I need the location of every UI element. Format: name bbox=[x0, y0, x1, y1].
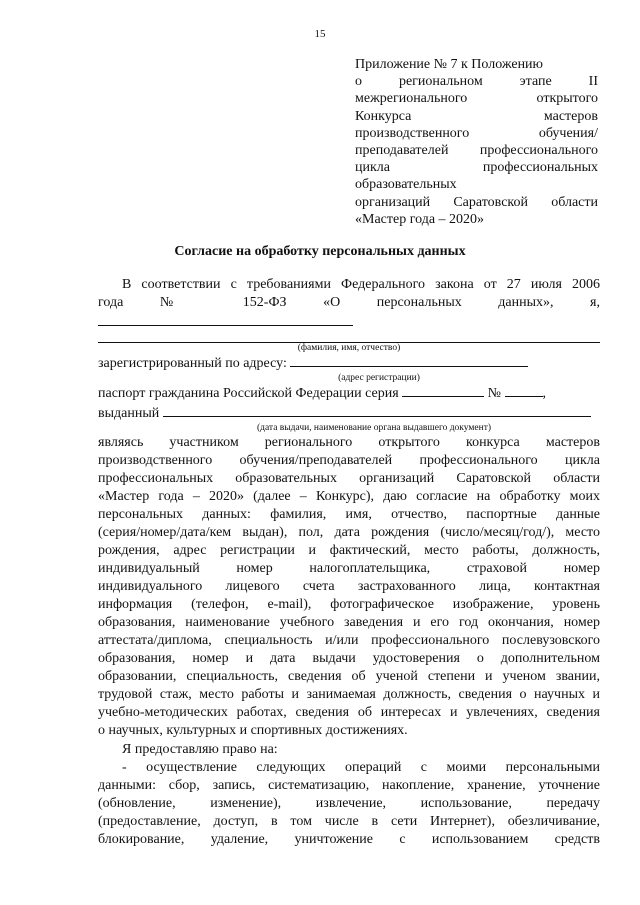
operations-paragraph bbox=[98, 759, 600, 849]
registered-label: зарегистрированный по адресу: bbox=[98, 356, 287, 371]
passport-row: паспорт гражданина Российской Федерации серия № , bbox=[98, 383, 600, 403]
consent-line: индивидуальный номер налогоплательщика, страховой номер bbox=[98, 561, 600, 576]
consent-line: образовании, специальность, сведения об ученой степени и ученом звании, bbox=[98, 669, 600, 684]
consent-line: (серия/номер/дата/кем выдан), пол, дата рождения (число/месяц/год/), место bbox=[98, 525, 600, 540]
appendix-line: организаций Саратовской области bbox=[355, 194, 598, 210]
consent-line: аттестата/диплома, специальность и/или профессионального послевузовского bbox=[98, 633, 600, 648]
caption-address: (адрес регистрации) bbox=[338, 373, 420, 383]
consent-line: информация (телефон, e-mail), фотографическое изображение, уровень bbox=[98, 597, 600, 612]
address-row bbox=[98, 353, 600, 373]
issued-row bbox=[98, 403, 600, 423]
fio-input-line[interactable] bbox=[98, 312, 353, 326]
appendix-heading bbox=[355, 56, 598, 228]
issued-label: выданный bbox=[98, 406, 160, 421]
operations-line: данными: сбор, запись, систематизацию, накопление, хранение, уточнение bbox=[98, 778, 600, 793]
consent-line: индивидуального лицевого счета застрахованного лица, контактная bbox=[98, 579, 600, 594]
operations-line: - осуществление следующих операций с моими персональными bbox=[122, 760, 600, 775]
appendix-line: Приложение № 7 к Положению bbox=[355, 57, 544, 72]
consent-line: образования, наименование учебного заведения и его год окончания, номер bbox=[98, 615, 600, 630]
passport-series-input[interactable] bbox=[402, 383, 484, 397]
operations-line: (обновление, изменение), извлечение, использование, передачу bbox=[98, 796, 600, 811]
operations-line: (предоставление, доступ, в том числе в сети Интернет), обезличивание, bbox=[98, 814, 600, 829]
appendix-line: «Мастер года – 2020» bbox=[355, 211, 485, 227]
intro-line-2: года № 152-ФЗ «О персональных данных», я, bbox=[98, 295, 600, 310]
consent-line: учебно-методических работах, сведения об интересах и увлечениях, сведения bbox=[98, 705, 600, 720]
page-number: 15 bbox=[314, 28, 326, 40]
consent-paragraph bbox=[98, 434, 600, 740]
rights-block bbox=[98, 741, 600, 849]
operations-line: блокирование, удаление, уничтожение с использованием средств bbox=[98, 832, 600, 847]
consent-line: являясь участником регионального открытого конкурса мастеров bbox=[98, 435, 600, 450]
intro-line-1: В соответствии с требованиями Федерального закона от 27 июля 2006 bbox=[122, 277, 600, 292]
fio-full-line[interactable] bbox=[98, 328, 600, 343]
caption-fio: (фамилия, имя, отчество) bbox=[297, 343, 401, 353]
appendix-line: цикла профессиональных bbox=[355, 160, 598, 176]
consent-line: о научных, культурных и спортивных достижениях. bbox=[98, 723, 408, 738]
passport-number-label: № bbox=[487, 386, 502, 401]
rights-heading: Я предоставляю право на: bbox=[122, 742, 278, 757]
consent-line: «Мастер года – 2020» (далее – Конкурс), даю согласие на обработку моих bbox=[98, 489, 600, 504]
consent-line: образования, номер и дата выдачи удостоверения о дополнительном bbox=[98, 651, 600, 666]
issued-input-line[interactable] bbox=[163, 403, 591, 417]
appendix-line: образовательных bbox=[355, 177, 457, 193]
passport-label: паспорт гражданина Российской Федерации серия bbox=[98, 386, 399, 401]
appendix-line: межрегионального открытого bbox=[355, 91, 598, 107]
document-title: Согласие на обработку персональных данных bbox=[174, 244, 466, 259]
fio-line-row bbox=[98, 312, 600, 328]
appendix-line: преподавателей профессионального bbox=[355, 143, 598, 159]
appendix-line: о региональном этапе II bbox=[355, 74, 598, 90]
passport-number-input[interactable] bbox=[505, 383, 543, 397]
consent-line: персональных данных: фамилия, имя, отчество, паспортные данные bbox=[98, 507, 600, 522]
consent-line: профессиональных образовательных организаций Саратовской области bbox=[98, 471, 600, 486]
consent-line: рождения, адрес регистрации и фактический, место работы, должность, bbox=[98, 543, 600, 558]
address-input-line[interactable] bbox=[290, 353, 528, 367]
caption-issued: (дата выдачи, наименование органа выдавшего документ) bbox=[256, 423, 492, 433]
consent-line: трудовой стаж, место работы и занимаемая должность, сведения о научных и bbox=[98, 687, 600, 702]
consent-line: производственного обучения/преподавателей профессионального цикла bbox=[98, 453, 600, 468]
appendix-line: производственного обучения/ bbox=[355, 125, 598, 141]
intro-block bbox=[98, 276, 600, 433]
appendix-line: Конкурса мастеров bbox=[355, 108, 598, 124]
